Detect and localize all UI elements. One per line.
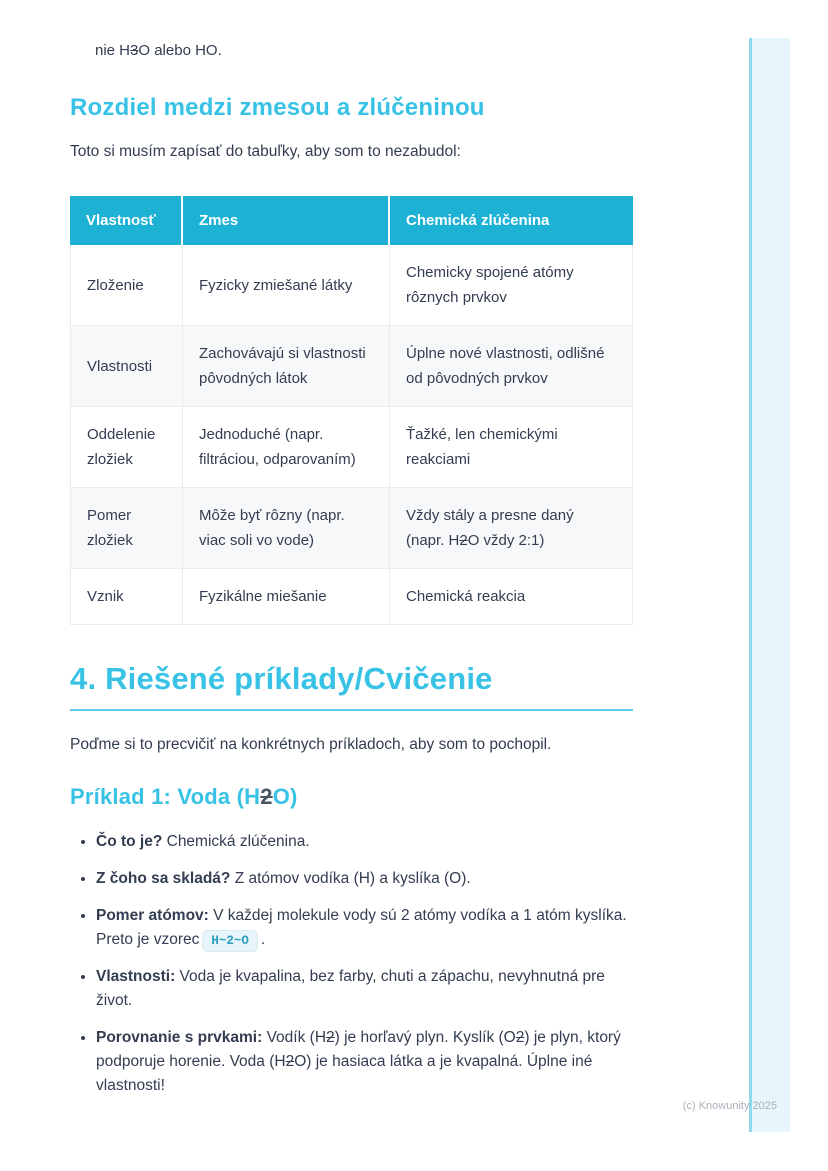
text-segment: Vlastnosti: [96,968,176,985]
comparison-table [70,196,633,625]
page-edge-stripe [749,38,790,1132]
text-segment: 2 [515,1029,525,1047]
text-segment: Zachovávajú si vlastnosti pôvodných látok [199,345,366,388]
text-segment: 3 [130,42,139,59]
text-segment: Príklad 1: Voda (H [70,783,261,809]
table-cell [390,326,633,407]
table-header-vlastnost: Vlastnosť [70,196,183,245]
text-segment: O vždy 2:1) [467,532,545,550]
text-segment: Chemicky spojené atómy rôznych prvkov [406,264,574,307]
text-segment: 2 [326,1029,335,1047]
text-segment: Z atómov vodíka (H) a kyslíka (O). [230,869,471,887]
text-segment: ) je plyn, ktorý podporuje horenie. Voda (H [96,1029,621,1071]
text-segment: Pomer zložiek [87,507,133,550]
text-segment: 2 [459,532,468,550]
table-cell [70,569,183,625]
text-segment: Vznik [87,588,124,606]
text-segment: . [260,930,266,948]
example-heading [70,784,633,810]
section-divider [70,709,633,711]
table-row [70,245,633,326]
example-bullet-list [70,830,633,1098]
table-cell [183,569,390,625]
text-segment: Jednoduché (napr. filtráciou, odparovaním) [199,426,356,469]
text-segment: 2 [285,1053,295,1071]
text-segment: Z čoho sa skladá? [96,869,231,887]
text-segment: O) je hasiaca látka a je kvapalná. Úplne iné vlastnosti! [96,1053,593,1095]
list-item [96,1026,633,1098]
practice-intro-paragraph: Poďme si to precvičiť na konkrétnych príkladoch, aby som to pochopil. [70,736,552,754]
table-header-zmes: Zmes [183,196,390,245]
page-content [70,0,633,1111]
table-row [70,326,633,407]
list-item [96,867,633,891]
text-segment: 2 [260,783,273,809]
table-header-zlucenina: Chemická zlúčenina [390,196,633,245]
table-row [70,569,633,625]
text-segment: Môže byť rôzny (napr. viac soli vo vode) [199,507,345,550]
text-segment: Fyzicky zmiešané látky [199,276,353,294]
list-item [96,904,633,952]
table-cell [183,245,390,326]
text-segment: Vlastnosti [87,357,153,375]
text-segment: Čo to je? [96,832,163,850]
table-intro-paragraph: Toto si musím zapísať do tabuľky, aby som to nezabudol: [70,143,461,160]
text-segment: Vždy stály a presne daný (napr. H [406,507,574,550]
text-segment: Zloženie [87,276,144,294]
table-cell [390,488,633,569]
list-item [96,965,633,1013]
text-segment: Voda je kvapalina, bez farby, chuti a zápachu, nevyhnutná pre život. [96,968,605,1010]
section-heading-rozdiel: Rozdiel medzi zmesou a zlúčeninou [70,94,485,121]
table-cell [183,407,390,488]
text-segment: O alebo HO. [138,42,222,59]
text-segment: Vodík (H [262,1029,327,1047]
top-note [95,40,633,61]
list-item [96,830,633,854]
text-segment: O) [272,783,298,809]
text-segment: Chemická zlúčenina. [162,832,310,850]
formula-chip: H~2~O [202,930,258,952]
table-cell [70,245,183,326]
text-segment: nie H [95,42,131,59]
table-row [70,488,633,569]
text-segment: ) je horľavý plyn. Kyslík (O [334,1029,516,1047]
copyright-watermark: (c) Knowunity 2025 [682,1100,777,1112]
text-segment: Fyzikálne miešanie [199,588,327,606]
table-header-row [70,196,633,245]
table-cell [183,488,390,569]
table-cell [70,407,183,488]
text-segment: Pomer atómov: [96,906,209,924]
table-cell [70,326,183,407]
text-segment: Chemická reakcia [406,588,526,606]
text-segment: Oddelenie zložiek [87,426,156,469]
text-segment: Úplne nové vlastnosti, odlišné od pôvodných prvkov [406,345,605,388]
table-cell [390,245,633,326]
text-segment: Ťažké, len chemickými reakciami [406,426,558,469]
text-segment: V každej molekule vody sú 2 atómy vodíka a 1 atóm kyslíka. Preto je vzorec [96,906,627,948]
text-segment: Porovnanie s prvkami: [96,1029,263,1047]
table-cell [183,326,390,407]
table-cell [390,407,633,488]
section-heading-priklady: 4. Riešené príklady/Cvičenie [70,661,493,697]
table-cell [70,488,183,569]
table-row [70,407,633,488]
table-cell [390,569,633,625]
